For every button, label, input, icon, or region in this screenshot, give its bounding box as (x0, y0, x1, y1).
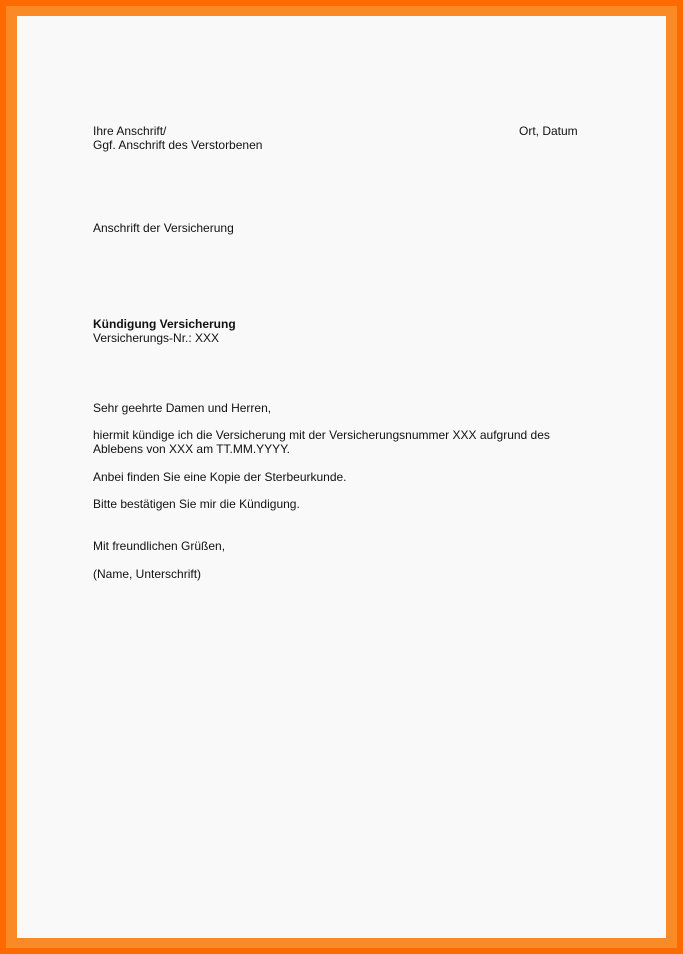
policy-number: Versicherungs-Nr.: XXX (93, 331, 220, 345)
recipient-address: Anschrift der Versicherung (93, 221, 234, 235)
enclosure-note: Anbei finden Sie eine Kopie der Sterbeurkunde. (93, 470, 347, 484)
place-date: Ort, Datum (519, 124, 578, 138)
sender-address-line2: Ggf. Anschrift des Verstorbenen (93, 138, 263, 152)
sender-address-line1: Ihre Anschrift/ (93, 124, 167, 138)
letter-page (17, 16, 666, 938)
salutation: Sehr geehrte Damen und Herren, (93, 401, 272, 415)
body-line-2: Ablebens von XXX am TT.MM.YYYY. (93, 442, 290, 456)
letter-subject: Kündigung Versicherung (93, 317, 236, 331)
body-line-1: hiermit kündige ich die Versicherung mit der Versicherungsnummer XXX aufgrund des (93, 428, 550, 442)
signature-placeholder: (Name, Unterschrift) (93, 567, 202, 581)
confirmation-request: Bitte bestätigen Sie mir die Kündigung. (93, 497, 300, 511)
closing: Mit freundlichen Grüßen, (93, 539, 226, 553)
